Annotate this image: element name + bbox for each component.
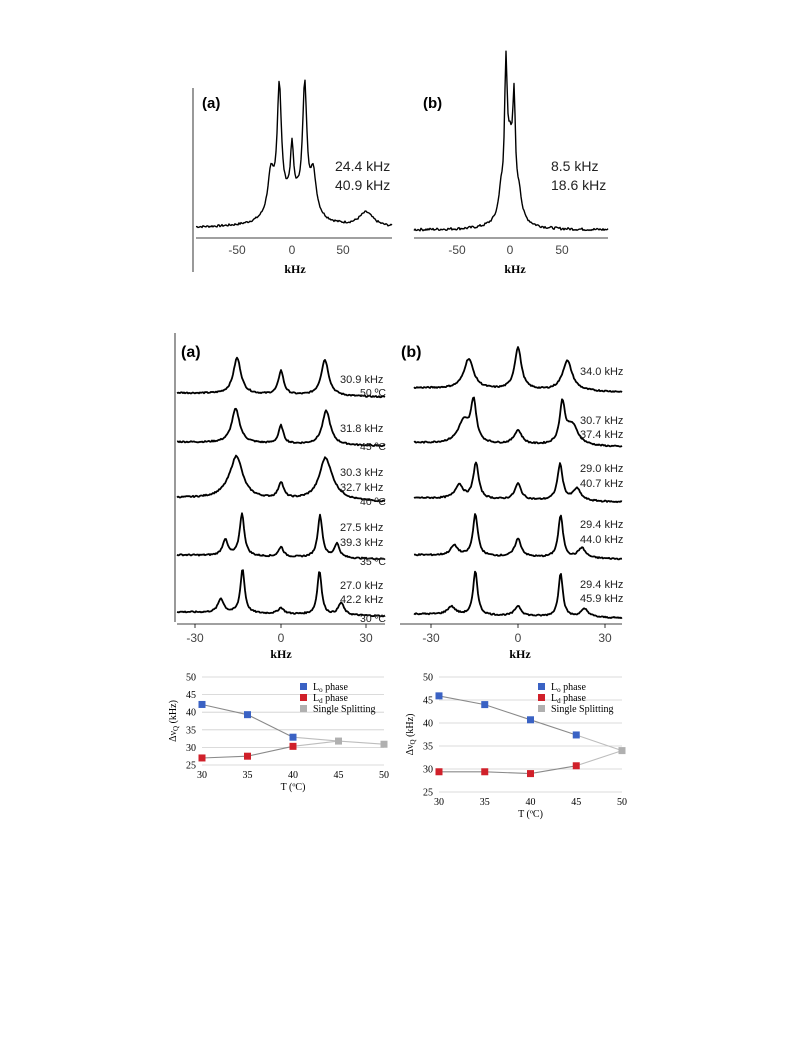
mid-a-trace-1-temp: 50 ºC	[360, 387, 387, 399]
chart-1-legend-label-0: $L_o$ phase	[551, 682, 586, 694]
chart-1-x-tick-30: 30	[434, 797, 444, 808]
chart-0-ylabel: $\Delta\nu_Q$ (kHz)	[168, 700, 180, 742]
top-panel-b-splitting-2: 18.6 kHz	[551, 177, 607, 193]
chart-0-series-1-point-2	[290, 743, 297, 750]
mid-b-xlabel: kHz	[509, 647, 531, 661]
mid-a-trace-5-splitting-1: 27.0 kHz	[340, 580, 384, 592]
top-panel-b-spectrum	[414, 51, 608, 231]
chart-0-x-tick-35: 35	[242, 770, 253, 781]
chart-0-series-2-point-0	[335, 738, 342, 745]
mid-a-trace-2-splitting-1: 31.8 kHz	[340, 423, 384, 435]
chart-0-connector-0	[293, 737, 339, 741]
chart-0-legend-marker-0	[300, 683, 307, 690]
chart-1-legend-marker-0	[538, 683, 545, 690]
mid-b-trace-5-splitting-1: 29.4 kHz	[580, 579, 624, 591]
chart-1-x-tick-40: 40	[525, 797, 536, 808]
bottom-chart-a	[168, 673, 389, 794]
chart-1-connector-0	[576, 735, 622, 751]
chart-1-y-tick-40: 40	[423, 718, 433, 730]
chart-1-series-1-line	[439, 766, 576, 774]
mid-a-trace-4-splitting-1: 27.5 kHz	[340, 522, 384, 534]
chart-1-series-0-point-0	[436, 692, 443, 699]
middle-panel-b-label: (b)	[401, 344, 422, 361]
mid-b-tick-neg30: -30	[422, 631, 440, 645]
mid-b-tick-0: 0	[514, 631, 522, 645]
mid-a-trace-5-splitting-2: 42.2 kHz	[340, 594, 384, 606]
chart-0-xlabel: T (ºC)	[280, 782, 306, 793]
top-panel-a-xlabel: kHz	[284, 262, 306, 276]
chart-1-series-1-point-0	[436, 768, 443, 775]
top-figure	[193, 51, 608, 276]
chart-0-x-tick-50: 50	[379, 770, 389, 781]
top-panel-a-splitting-2: 40.9 kHz	[335, 177, 391, 193]
mid-b-trace-5-splitting-2: 45.9 kHz	[580, 593, 624, 605]
chart-0-y-tick-40: 40	[186, 707, 196, 719]
chart-0-legend-label-2: Single Splitting	[313, 704, 376, 715]
top-panel-b-splitting-1: 8.5 kHz	[551, 158, 599, 174]
top-panel-b-tick-neg50: -50	[448, 243, 466, 257]
top-panel-a-tick-0: 0	[288, 243, 296, 257]
chart-1-series-1-point-1	[481, 768, 488, 775]
mid-a-trace-5-temp: 30 ºC	[360, 613, 387, 625]
chart-0-legend-marker-1	[300, 694, 307, 701]
mid-a-trace-3-temp: 40 ºC	[360, 496, 387, 508]
chart-1-series-2-point-0	[619, 747, 626, 754]
mid-a-xlabel: kHz	[270, 647, 292, 661]
top-panel-a-spectrum	[196, 80, 392, 227]
chart-1-y-tick-30: 30	[423, 764, 433, 776]
chart-1-x-tick-45: 45	[571, 797, 582, 808]
chart-1-legend-marker-1	[538, 694, 545, 701]
mid-a-trace-4-splitting-2: 39.3 kHz	[340, 537, 384, 549]
chart-1-connector-1	[576, 751, 622, 766]
mid-a-tick-30: 30	[359, 631, 373, 645]
mid-b-trace-3-splitting-1: 29.0 kHz	[580, 463, 624, 475]
chart-1-series-0-point-2	[527, 716, 534, 723]
top-panel-a-label: (a)	[202, 95, 221, 112]
top-panel-b-xlabel: kHz	[504, 262, 526, 276]
top-panel-a-splitting-1: 24.4 kHz	[335, 158, 391, 174]
top-panel-b-tick-50: 50	[555, 243, 569, 257]
chart-1-y-tick-50: 50	[423, 672, 433, 684]
top-panel-a-tick-neg50: -50	[228, 243, 246, 257]
chart-0-legend-marker-2	[300, 705, 307, 712]
middle-panel-a-label: (a)	[181, 344, 201, 361]
chart-1-series-0-point-1	[481, 701, 488, 708]
mid-b-trace-3-splitting-2: 40.7 kHz	[580, 478, 624, 490]
mid-a-tick-neg30: -30	[186, 631, 204, 645]
top-panel-b-label: (b)	[423, 95, 443, 112]
chart-1-y-tick-35: 35	[423, 741, 433, 753]
chart-0-connector-1	[293, 741, 339, 746]
top-panel-b-tick-0: 0	[506, 243, 514, 257]
chart-0-series-1-point-0	[199, 754, 206, 761]
chart-1-series-1-point-2	[527, 770, 534, 777]
chart-0-y-tick-30: 30	[186, 742, 196, 754]
chart-0-series-2-point-1	[381, 741, 388, 748]
chart-0-x-tick-30: 30	[197, 770, 207, 781]
chart-0-series-0-line	[202, 705, 293, 738]
mid-b-trace-2-splitting-2: 37.4 kHz	[580, 429, 624, 441]
chart-1-series-1-point-3	[573, 762, 580, 769]
chart-0-y-tick-45: 45	[186, 690, 196, 702]
top-panel-a-tick-50: 50	[336, 243, 350, 257]
chart-1-x-tick-50: 50	[617, 797, 627, 808]
chart-0-legend-label-0: $L_o$ phase	[313, 682, 348, 694]
chart-1-series-0-point-3	[573, 731, 580, 738]
chart-0-y-tick-25: 25	[186, 760, 196, 772]
chart-1-x-tick-35: 35	[479, 797, 490, 808]
chart-1-y-tick-45: 45	[423, 695, 433, 707]
chart-0-x-tick-40: 40	[288, 770, 298, 781]
mid-a-trace-3-splitting-1: 30.3 kHz	[340, 467, 384, 479]
chart-0-x-tick-45: 45	[333, 770, 344, 781]
chart-1-y-tick-25: 25	[423, 787, 433, 799]
mid-b-trace-4-splitting-1: 29.4 kHz	[580, 519, 624, 531]
chart-1-legend-label-1: $L_d$ phase	[551, 693, 586, 705]
chart-0-y-tick-50: 50	[186, 672, 196, 684]
middle-figure	[175, 333, 623, 661]
chart-0-legend-label-1: $L_d$ phase	[313, 693, 348, 705]
chart-0-series-0-point-0	[199, 701, 206, 708]
chart-0-series-2-line	[339, 741, 385, 744]
mid-b-trace-2-splitting-1: 30.7 kHz	[580, 415, 624, 427]
chart-0-series-0-point-2	[290, 734, 297, 741]
mid-b-trace-4-splitting-2: 44.0 kHz	[580, 534, 624, 546]
chart-0-series-0-point-1	[244, 711, 251, 718]
mid-a-trace-2-temp: 45 ºC	[360, 441, 387, 453]
mid-a-trace-1-splitting-1: 30.9 kHz	[340, 374, 384, 386]
mid-a-trace-3-splitting-2: 32.7 kHz	[340, 482, 384, 494]
mid-b-trace-1-splitting-1: 34.0 kHz	[580, 366, 624, 378]
chart-0-series-1-point-1	[244, 753, 251, 760]
chart-0-y-tick-35: 35	[186, 725, 196, 737]
chart-1-ylabel: $\Delta\nu_Q$ (kHz)	[405, 713, 417, 756]
mid-a-tick-0: 0	[277, 631, 285, 645]
mid-b-tick-30: 30	[598, 631, 612, 645]
mid-a-trace-4-temp: 35 ºC	[360, 556, 387, 568]
chart-1-legend-marker-2	[538, 705, 545, 712]
chart-1-legend-label-2: Single Splitting	[551, 704, 614, 715]
bottom-chart-b	[405, 673, 627, 821]
chart-1-xlabel: T (ºC)	[518, 809, 543, 820]
